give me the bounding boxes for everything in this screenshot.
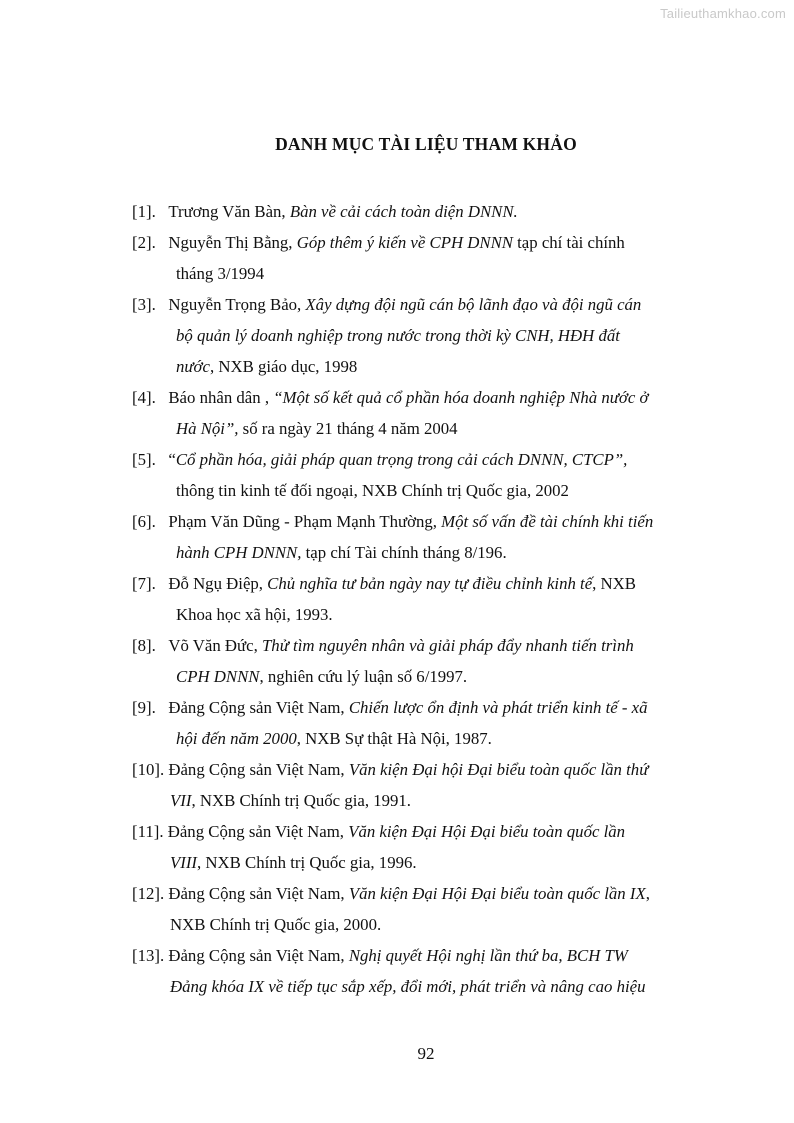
- watermark: Tailieuthamkhao.com: [660, 6, 786, 21]
- reference-title-italic: Văn kiện Đại Hội Đại biểu toàn quốc lần IX: [348, 884, 646, 903]
- reference-continuation-line: [132, 537, 718, 568]
- reference-list: [132, 196, 718, 1002]
- reference-item: [132, 878, 718, 940]
- reference-title-italic: CPH DNNN: [176, 667, 260, 686]
- reference-continuation-line: [132, 909, 718, 940]
- reference-first-line: [132, 940, 718, 971]
- reference-text-tail: , NXB giáo dục, 1998: [209, 357, 358, 376]
- reference-number: [2].: [132, 233, 156, 252]
- reference-title-italic: Bàn về cải cách toàn diện DNNN.: [289, 202, 518, 221]
- reference-title-italic: Một số vấn đề tài chính khi tiến: [441, 512, 654, 531]
- reference-title-italic: hội đến năm 2000: [176, 729, 297, 748]
- reference-number: [8].: [132, 636, 156, 655]
- reference-continuation-line: [132, 847, 718, 878]
- reference-number: [3].: [132, 295, 156, 314]
- reference-text: Đảng Cộng sản Việt Nam,: [168, 698, 349, 717]
- reference-text-tail: , NXB Sự thật Hà Nội, 1987.: [296, 729, 492, 748]
- reference-continuation-line: [132, 723, 718, 754]
- reference-text-tail: , NXB: [592, 574, 636, 593]
- reference-title-italic: bộ quản lý doanh nghiệp trong nước trong thời kỳ CNH, HĐH đất: [176, 326, 620, 345]
- reference-title-italic: Văn kiện Đại hội Đại biểu toàn quốc lần thứ: [348, 760, 649, 779]
- reference-first-line: [132, 289, 718, 320]
- reference-number: [9].: [132, 698, 156, 717]
- reference-text-tail: ,: [645, 884, 650, 903]
- reference-item: [132, 227, 718, 289]
- reference-text: Trương Văn Bàn,: [168, 202, 290, 221]
- reference-title-italic: Hà Nội”,: [176, 419, 239, 438]
- reference-text: Phạm Văn Dũng - Phạm Mạnh Thường,: [168, 512, 442, 531]
- reference-title-italic: Xây dựng đội ngũ cán bộ lãnh đạo và đội ngũ cán: [305, 295, 642, 314]
- reference-text: Đảng Cộng sản Việt Nam,: [168, 946, 349, 965]
- reference-number: [5].: [132, 450, 156, 469]
- reference-first-line: [132, 568, 718, 599]
- reference-number: [10].: [132, 760, 165, 779]
- reference-item: [132, 196, 718, 227]
- reference-number: [1].: [132, 202, 156, 221]
- reference-title-italic: hành CPH DNNN,: [176, 543, 302, 562]
- reference-item: [132, 506, 718, 568]
- reference-item: [132, 940, 718, 1002]
- reference-first-line: [132, 630, 718, 661]
- reference-item: [132, 816, 718, 878]
- reference-text: Võ Văn Đức,: [168, 636, 262, 655]
- reference-title-italic: Thử tìm nguyên nhân và giải pháp đẩy nhanh tiến trình: [261, 636, 634, 655]
- reference-title-italic: Đảng khóa IX về tiếp tục sắp xếp, đổi mới, phát triển và nâng cao hiệu: [170, 977, 646, 996]
- reference-title-italic: Chủ nghĩa tư bản ngày nay tự điều chỉnh kinh tế: [267, 574, 593, 593]
- reference-item: [132, 444, 718, 506]
- reference-text: Khoa học xã hội, 1993.: [176, 605, 333, 624]
- reference-continuation-line: [132, 661, 718, 692]
- reference-item: [132, 630, 718, 692]
- reference-title-italic: VII: [170, 791, 192, 810]
- reference-first-line: [132, 227, 718, 258]
- reference-title-italic: VIII: [170, 853, 198, 872]
- reference-number: [12].: [132, 884, 165, 903]
- reference-number: [6].: [132, 512, 156, 531]
- reference-continuation-line: [132, 258, 718, 289]
- reference-first-line: [132, 382, 718, 413]
- reference-text: NXB Chính trị Quốc gia, 2000.: [170, 915, 382, 934]
- reference-title-italic: “Một số kết quả cổ phần hóa doanh nghiệp Nhà nước ở: [273, 388, 649, 407]
- reference-first-line: [132, 754, 718, 785]
- reference-number: [11].: [132, 822, 164, 841]
- reference-text: Đảng Cộng sản Việt Nam,: [168, 760, 349, 779]
- reference-continuation-line: [132, 475, 718, 506]
- reference-first-line: [132, 444, 718, 475]
- reference-title-italic: Nghị quyết Hội nghị lần thứ ba, BCH TW: [348, 946, 628, 965]
- reference-item: [132, 289, 718, 382]
- reference-continuation-line: [132, 971, 718, 1002]
- reference-first-line: [132, 196, 718, 227]
- reference-title-italic: Góp thêm ý kiến về CPH DNNN: [296, 233, 513, 252]
- reference-text-tail: , nghiên cứu lý luận số 6/1997.: [259, 667, 468, 686]
- reference-item: [132, 382, 718, 444]
- reference-text: Đảng Cộng sản Việt Nam,: [167, 822, 349, 841]
- reference-text: tháng 3/1994: [176, 264, 265, 283]
- reference-title-italic: Cổ phần hóa, giải pháp quan trọng trong cải cách DNNN, CTCP”,: [175, 450, 628, 469]
- reference-text: Nguyễn Trọng Bảo,: [168, 295, 306, 314]
- reference-number: [4].: [132, 388, 156, 407]
- reference-text-tail: tạp chí Tài chính tháng 8/196.: [301, 543, 507, 562]
- reference-number: [13].: [132, 946, 165, 965]
- reference-text: Đảng Cộng sản Việt Nam,: [168, 884, 349, 903]
- reference-item: [132, 754, 718, 816]
- reference-text: Báo nhân dân ,: [168, 388, 274, 407]
- reference-first-line: [132, 878, 718, 909]
- reference-text-tail: tạp chí tài chính: [512, 233, 625, 252]
- reference-text-tail: số ra ngày 21 tháng 4 năm 2004: [238, 419, 458, 438]
- reference-text-tail: , NXB Chính trị Quốc gia, 1996.: [197, 853, 417, 872]
- reference-text-tail: , NXB Chính trị Quốc gia, 1991.: [191, 791, 411, 810]
- reference-item: [132, 568, 718, 630]
- reference-text: Nguyễn Thị Bằng,: [168, 233, 297, 252]
- page-title: DANH MỤC TÀI LIỆU THAM KHẢO: [275, 134, 577, 154]
- reference-text: “: [168, 450, 176, 469]
- reference-first-line: [132, 692, 718, 723]
- reference-continuation-line: [132, 785, 718, 816]
- reference-first-line: [132, 816, 718, 847]
- reference-title-italic: nước: [176, 357, 210, 376]
- reference-text: Đỗ Ngụ Điệp,: [168, 574, 268, 593]
- reference-title-italic: Văn kiện Đại Hội Đại biểu toàn quốc lần: [348, 822, 626, 841]
- reference-first-line: [132, 506, 718, 537]
- reference-continuation-line: [132, 351, 718, 382]
- reference-continuation-line: [132, 413, 718, 444]
- reference-continuation-line: [132, 320, 718, 351]
- page-number: 92: [417, 1044, 435, 1063]
- reference-text: thông tin kinh tế đối ngoại, NXB Chính trị Quốc gia, 2002: [176, 481, 569, 500]
- reference-continuation-line: [132, 599, 718, 630]
- reference-item: [132, 692, 718, 754]
- reference-number: [7].: [132, 574, 156, 593]
- reference-title-italic: Chiến lược ổn định và phát triển kinh tế - xã: [348, 698, 648, 717]
